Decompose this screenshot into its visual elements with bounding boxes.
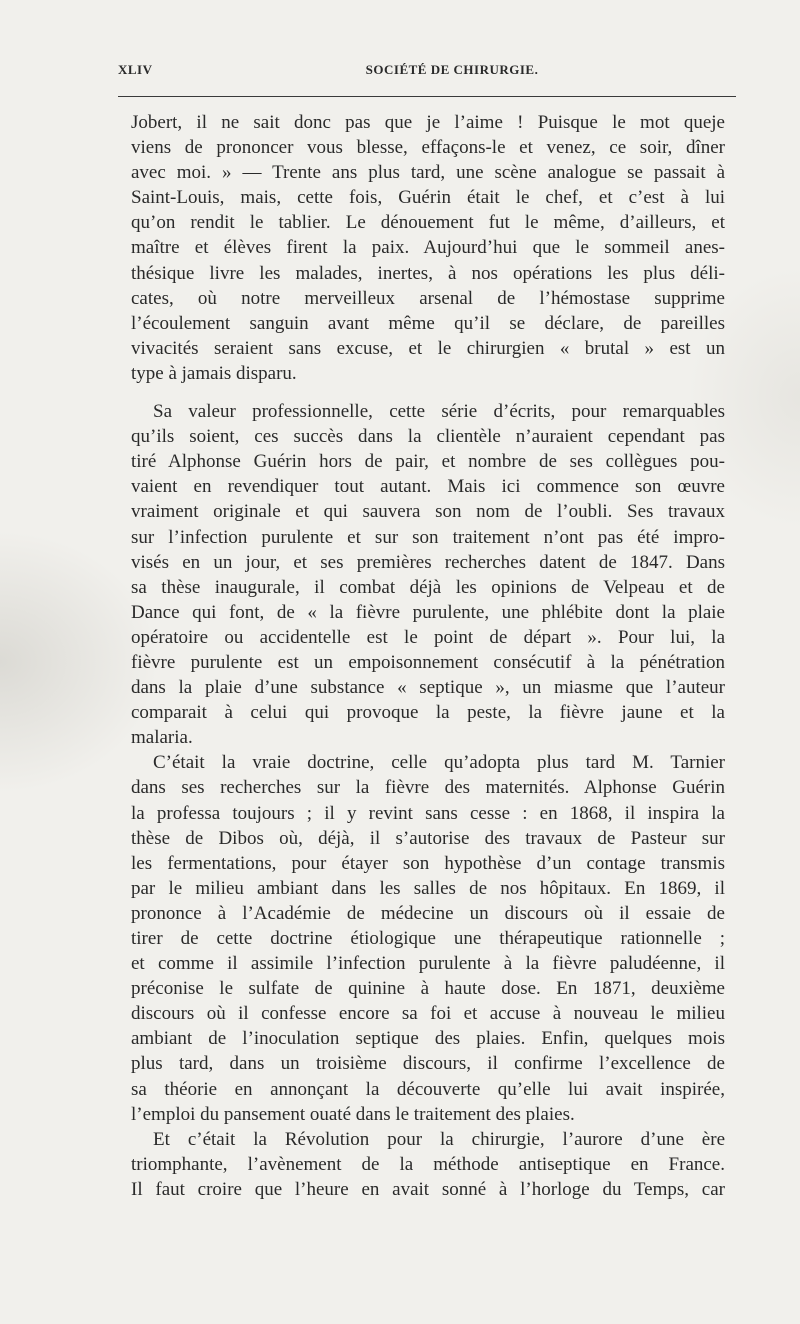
text-line: C’était la vraie doctrine, celle qu’adopta plus tard M. Tarnier (153, 752, 725, 774)
text-line: viens de prononcer vous blesse, effaçons-le et venez, ce soir, dîner (131, 137, 725, 159)
paragraph (131, 1127, 725, 1202)
text-line: malaria. (131, 727, 193, 749)
text-line: type à jamais disparu. (131, 362, 297, 384)
text-line: par le milieu ambiant dans les salles de nos hôpitaux. En 1869, il (131, 877, 725, 899)
text-line: Dance qui font, de « la fièvre purulente, une phlébite dont la plaie (131, 601, 725, 623)
text-line: tirer de cette doctrine étiologique une thérapeutique rationnelle ; (131, 928, 725, 949)
text-line: sur l’infection purulente et sur son traitement n’ont pas été impro- (131, 526, 725, 548)
paragraph (131, 750, 725, 1126)
body-text (131, 110, 725, 1202)
text-line: dans ses recherches sur la fièvre des maternités. Alphonse Guérin (131, 777, 725, 799)
text-line: dans la plaie d’une substance « septique », un miasme que l’auteur (131, 677, 725, 699)
paragraph-gap (131, 386, 725, 399)
header-rule (118, 96, 736, 97)
text-line: fièvre purulente est un empoisonnement consécutif à la pénétration (131, 651, 725, 673)
text-line: Jobert, il ne sait donc pas que je l’aime ! Puisque le mot queje (131, 112, 725, 133)
text-line: Saint-Louis, mais, cette fois, Guérin était le chef, et c’est à lui (131, 187, 725, 209)
text-line: les fermentations, pour étayer son hypothèse d’un contage transmis (131, 852, 725, 874)
text-line: prononce à l’Académie de médecine un discours où il essaie de (131, 902, 725, 924)
text-line: discours où il confesse encore sa foi et accuse à nouveau le milieu (131, 1003, 725, 1025)
text-line: sa théorie en annonçant la découverte qu’elle lui avait inspirée, (131, 1078, 725, 1100)
text-line: Et c’était la Révolution pour la chirurgie, l’aurore d’une ère (153, 1128, 725, 1150)
text-line: cates, où notre merveilleux arsenal de l’hémostase supprime (131, 287, 725, 309)
text-line: vraiment originale et qui sauvera son nom de l’oubli. Ses travaux (131, 501, 725, 523)
text-line: l’emploi du pansement ouaté dans le traitement des plaies. (131, 1103, 575, 1125)
text-line: plus tard, dans un troisième discours, il confirme l’excellence de (131, 1053, 725, 1075)
text-line: avec moi. » — Trente ans plus tard, une scène analogue se passait à (131, 162, 725, 184)
text-line: la professa toujours ; il y revint sans cesse : en 1868, il inspira la (131, 802, 725, 824)
text-line: ambiant de l’inoculation septique des plaies. Enfin, quelques mois (131, 1028, 725, 1050)
text-line: thésique livre les malades, inertes, à nos opérations les plus déli- (131, 262, 725, 284)
paragraph (131, 399, 725, 750)
text-line: qu’ils soient, ces succès dans la clientèle n’auraient cependant pas (131, 426, 725, 448)
running-title: SOCIÉTÉ DE CHIRURGIE. (365, 62, 539, 77)
text-line: sa thèse inaugurale, il combat déjà les opinions de Velpeau et de (131, 576, 725, 598)
paragraph (131, 110, 725, 386)
text-line: Sa valeur professionnelle, cette série d’écrits, pour remarquables (153, 401, 725, 423)
text-line: vivacités seraient sans excuse, et le chirurgien « brutal » est un (131, 337, 725, 359)
text-line: préconise le sulfate de quinine à haute dose. En 1871, deuxième (131, 978, 725, 1000)
text-line: opératoire ou accidentelle est le point de départ ». Pour lui, la (131, 626, 725, 648)
text-line: l’écoulement sanguin avant même qu’il se déclare, de pareilles (131, 312, 725, 334)
text-line: maître et élèves firent la paix. Aujourd’hui que le sommeil anes- (131, 237, 725, 259)
text-line: qu’on rendit le tablier. Le dénouement fut le même, d’ailleurs, et (131, 212, 725, 234)
running-header (118, 62, 736, 84)
text-line: vaient en revendiquer tout autant. Mais ici commence son œuvre (131, 476, 725, 498)
text-line: tiré Alphonse Guérin hors de pair, et nombre de ses collègues pou- (131, 451, 725, 473)
text-line: comparait à celui qui provoque la peste, la fièvre jaune et la (131, 702, 725, 724)
text-line: triomphante, l’avènement de la méthode antiseptique en France. (131, 1153, 725, 1175)
text-line: et comme il assimile l’infection purulente à la fièvre paludéenne, il (131, 953, 725, 975)
text-line: visés en un jour, et ses premières recherches datent de 1847. Dans (131, 551, 725, 573)
page-number: XLIV (118, 62, 153, 77)
text-line: Il faut croire que l’heure en avait sonné à l’horloge du Temps, car (131, 1178, 725, 1200)
text-line: thèse de Dibos où, déjà, il s’autorise des travaux de Pasteur sur (131, 827, 725, 849)
